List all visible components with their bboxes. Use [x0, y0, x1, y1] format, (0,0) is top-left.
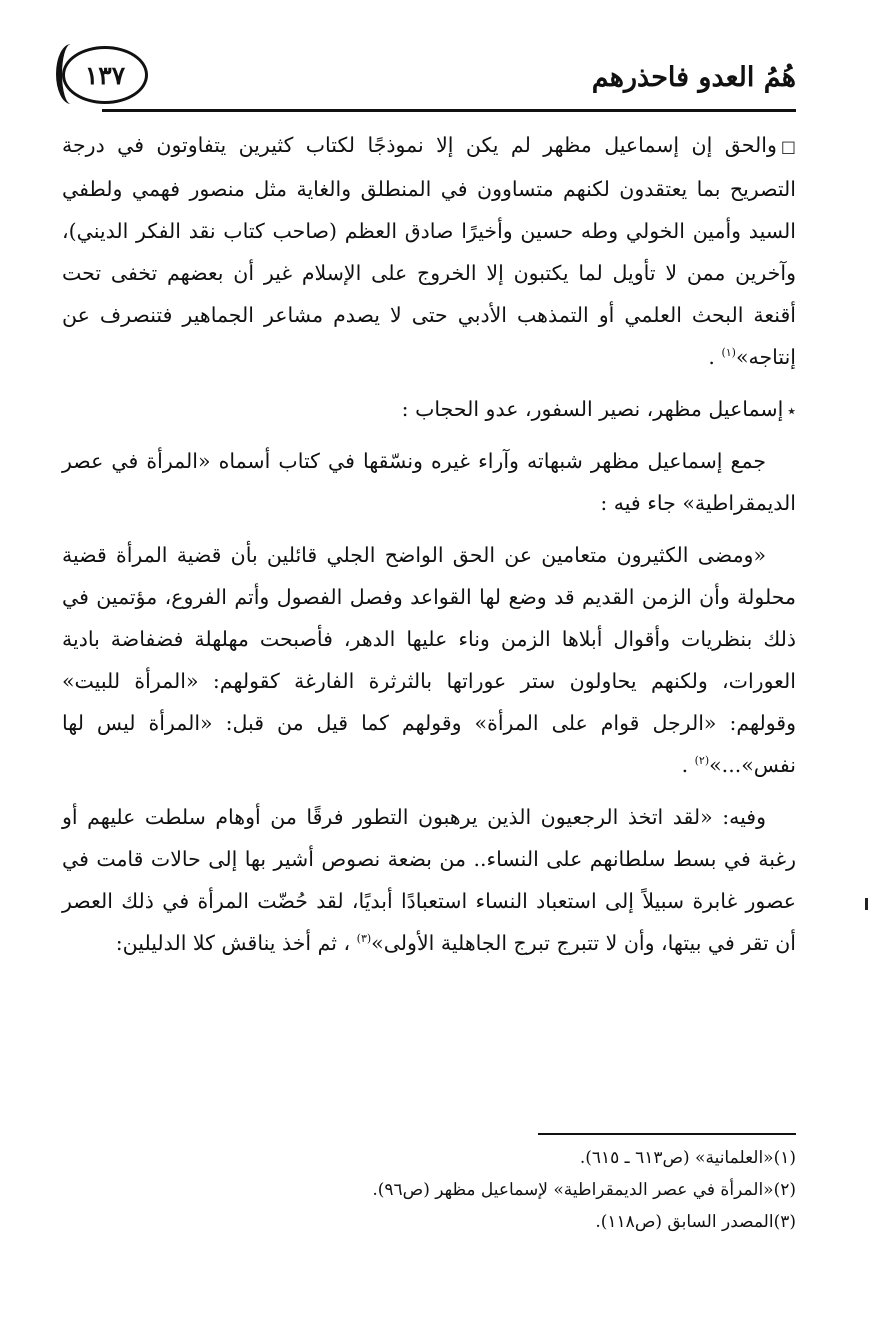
footnote-3: (٣)المصدر السابق (ص١١٨). — [595, 1212, 796, 1232]
paragraph-4-tail: ، ثم أخذ يناقش كلا الدليلين: — [115, 931, 351, 955]
box-marker-icon: □ — [780, 137, 796, 156]
page-number: ١٣٧ — [84, 60, 126, 90]
footnote-ref-3: (٣) — [356, 932, 372, 946]
scan-edge-mark — [865, 898, 868, 910]
badge-swoosh-ornament — [56, 44, 86, 104]
paragraph-4-text: وفيه: «لقد اتخذ الرجعيون الذين يرهبون التطور فرقًا من أوهام سلطت عليهم أو رغبة في بسط سلطانهم على النساء.. من بضعة نصوص أشير بها إلى حالات قامت في عصور غابرة سبيلاً إلى استعباد النساء استعبادًا أبديًا، لقد حُضّت المرأة في ذلك العصر أن تقر في بيتها، وأن لا تتبرج تبرج الجاهلية الأولى» — [62, 805, 796, 955]
section-heading — [62, 388, 796, 432]
footnotes — [80, 1142, 796, 1238]
section-heading-text: إسماعيل مظهر، نصير السفور، عدو الحجاب : — [401, 397, 784, 421]
star-marker-icon: ٭ — [787, 401, 796, 420]
paragraph-1: □والحق إن إسماعيل مظهر لم يكن إلا نموذجًا لكتاب كثيرين يتفاوتون في درجة التصريح بما يعتقدون لكنهم متساوون في المنطلق والغاية مثل منصور فهمي ولطفي السيد وأمين الخولي وطه حسين وأخيرًا صادق العظم (صاحب كتاب نقد الفكر الديني)، وآخرين ممن لا تأويل لما يكتبون إلا الخروج على الإسلام غير أن بعضهم تخفى تحت أقنعة البحث العلمي أو التمذهب الأدبي حتى لا يصدم مشاعر الجماهير فتنصرف عن إنتاجه»$^{(١)}$ . — [62, 124, 796, 378]
paragraph-2-text: جمع إسماعيل مظهر شبهاته وآراء غيره ونسّقها في كتاب أسماه «المرأة في عصر الديمقراطية» جاء فيه : — [62, 449, 796, 515]
paragraph-1-text: والحق إن إسماعيل مظهر لم يكن إلا نموذجًا لكتاب كثيرين يتفاوتون في درجة التصريح بما يعتقدون لكنهم متساوون في المنطلق والغاية مثل منصور فهمي ولطفي السيد وأمين الخولي وطه حسين وأخيرًا صادق العظم (صاحب كتاب نقد الفكر الديني)، وآخرين ممن لا تأويل لما يكتبون إلا الخروج على الإسلام غير أن بعضهم تخفى تحت أقنعة البحث العلمي أو التمذهب الأدبي حتى لا يصدم مشاعر الجماهير فتنصرف عن إنتاجه» — [62, 133, 796, 369]
paragraph-2 — [62, 440, 796, 524]
footnote-separator — [538, 1133, 796, 1135]
header-rule — [102, 109, 796, 112]
main-text — [62, 124, 796, 974]
paragraph-4 — [62, 796, 796, 964]
paragraph-3-text: «ومضى الكثيرون متعامين عن الحق الواضح الجلي قائلين بأن قضية المرأة قضية محلولة وأن الزمن القديم قد وضع لها القواعد وفصل الفصول وأتم الفروع، مؤتمين في ذلك بنظريات وأقوال أبلاها الزمن وناء عليها الدهر، فأصبحت مهلهلة فضفاضة بادية العورات، ولكنهم يحاولون ستر عوراتها بالثرثرة الفارغة كقولهم: «المرأة للبيت» وقولهم: «الرجل قوام على المرأة» وقولهم كما قيل من قبل: «المرأة ليس لها نفس»...» — [62, 543, 796, 777]
running-title: هُمُ العدو فاحذرهم — [591, 62, 796, 93]
footnote-ref-2: (٢) — [694, 754, 710, 768]
footnote-2: (٢)«المرأة في عصر الديمقراطية» لإسماعيل مظهر (ص٩٦). — [372, 1180, 796, 1200]
footnote-ref-1: (١) — [721, 346, 736, 360]
paragraph-3: «ومضى الكثيرون متعامين عن الحق الواضح الجلي قائلين بأن قضية المرأة قضية محلولة وأن الزمن القديم قد وضع لها القواعد وفصل الفصول وأتم الفروع، مؤتمين في ذلك بنظريات وأقوال أبلاها الزمن وناء عليها الدهر، فأصبحت مهلهلة فضفاضة بادية العورات، ولكنهم يحاولون ستر عوراتها بالثرثرة الفارغة كقولهم: «المرأة للبيت» وقولهم: «الرجل قوام على المرأة» وقولهم كما قيل من قبل: «المرأة ليس لها نفس»...»$^{(٢)}$ . — [62, 543, 796, 777]
footnote-1: (١)«العلمانية» (ص٦١٣ ـ ٦١٥). — [579, 1148, 796, 1168]
page-header — [62, 40, 796, 112]
